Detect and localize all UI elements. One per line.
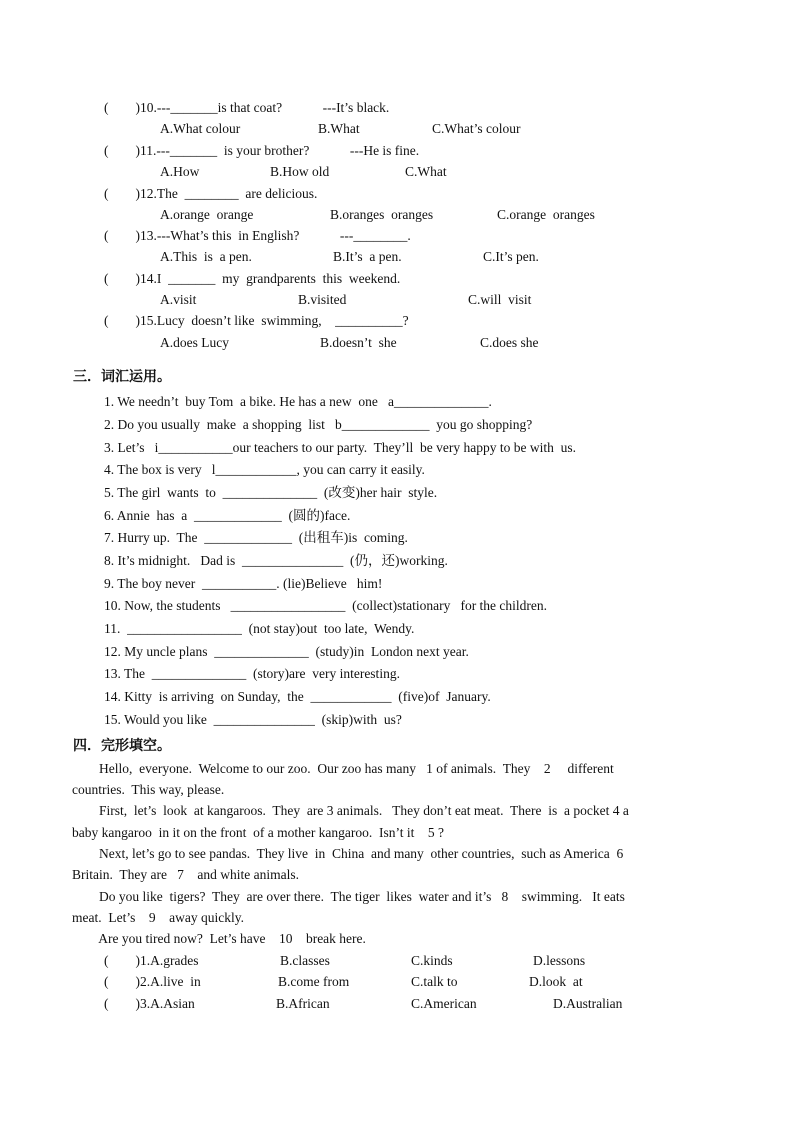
option-d: D.Australian bbox=[553, 996, 623, 1011]
passage-line: Do you like tigers? They are over there. The tiger likes water and it’s 8 swimming. It eats bbox=[72, 889, 625, 904]
cloze-question-2: ( )2.A.live in bbox=[104, 974, 201, 989]
vocab-item-11: 11. _________________ (not stay)out too late, Wendy. bbox=[104, 621, 415, 636]
vocab-item-9: 9. The boy never ___________. (lie)Believe him! bbox=[104, 576, 383, 591]
option-b: B.How old bbox=[270, 164, 330, 179]
question-14: ( )14.I _______ my grandparents this weekend. bbox=[104, 271, 401, 286]
option-c: C.kinds bbox=[411, 953, 453, 968]
option-c: C.It’s pen. bbox=[483, 249, 539, 264]
section-3-heading: 三．词汇运用。 bbox=[73, 369, 171, 385]
section-4-heading: 四．完形填空。 bbox=[73, 738, 171, 754]
option-a: A.visit bbox=[160, 292, 197, 307]
option-c: C.orange oranges bbox=[497, 207, 595, 222]
option-b: B.doesn’t she bbox=[320, 335, 397, 350]
vocab-item-10: 10. Now, the students _________________ (collect)stationary for the children. bbox=[104, 598, 548, 613]
option-a: A.orange orange bbox=[160, 207, 254, 222]
vocab-item-14: 14. Kitty is arriving on Sunday, the ____________ (five)of January. bbox=[104, 689, 491, 704]
option-b: B.It’s a pen. bbox=[333, 249, 402, 264]
option-b: B.come from bbox=[278, 974, 350, 989]
question-15: ( )15.Lucy doesn’t like swimming, __________? bbox=[104, 313, 409, 328]
passage-line: Hello, everyone. Welcome to our zoo. Our zoo has many 1 of animals. They 2 different bbox=[72, 761, 614, 776]
vocab-item-5: 5. The girl wants to ______________ (改变)her hair style. bbox=[104, 485, 438, 500]
passage-line: Next, let’s go to see pandas. They live in China and many other countries, such as America 6 bbox=[72, 846, 624, 861]
vocab-item-8: 8. It’s midnight. Dad is _______________ (仍，还)working. bbox=[104, 553, 448, 568]
vocab-item-3: 3. Let’s i___________our teachers to our party. They’ll be very happy to be with us. bbox=[104, 440, 577, 455]
vocab-item-7: 7. Hurry up. The _____________ (出租车)is coming. bbox=[104, 530, 408, 545]
vocab-item-1: 1. We needn’t buy Tom a bike. He has a new one a______________. bbox=[104, 394, 492, 409]
question-13: ( )13.---What’s this in English? ---________. bbox=[104, 228, 411, 243]
option-a: A.does Lucy bbox=[160, 335, 229, 350]
question-11: ( )11.---_______ is your brother? ---He is fine. bbox=[104, 143, 420, 158]
cloze-question-3: ( )3.A.Asian bbox=[104, 996, 195, 1011]
option-a: A.What colour bbox=[160, 121, 241, 136]
vocab-item-13: 13. The ______________ (story)are very interesting. bbox=[104, 666, 400, 681]
option-b: B.African bbox=[276, 996, 330, 1011]
question-10: ( )10.---_______is that coat? ---It’s black. bbox=[104, 100, 390, 115]
option-a: A.This is a pen. bbox=[160, 249, 252, 264]
option-c: C.will visit bbox=[468, 292, 532, 307]
cloze-question-1: ( )1.A.grades bbox=[104, 953, 199, 968]
vocab-item-12: 12. My uncle plans ______________ (study)in London next year. bbox=[104, 644, 469, 659]
vocab-item-4: 4. The box is very l____________, you can carry it easily. bbox=[104, 462, 425, 477]
option-d: D.lessons bbox=[533, 953, 586, 968]
passage-line: First, let’s look at kangaroos. They are 3 animals. They don’t eat meat. There is a pocket 4 a bbox=[72, 803, 629, 818]
option-c: C.What bbox=[405, 164, 447, 179]
vocab-item-2: 2. Do you usually make a shopping list b_____________ you go shopping? bbox=[104, 417, 533, 432]
vocab-item-15: 15. Would you like _______________ (skip)with us? bbox=[104, 712, 402, 727]
option-a: A.How bbox=[160, 164, 200, 179]
option-c: C.American bbox=[411, 996, 477, 1011]
question-12: ( )12.The ________ are delicious. bbox=[104, 186, 318, 201]
passage-line: Britain. They are 7 and white animals. bbox=[72, 867, 299, 882]
option-b: B.What bbox=[318, 121, 360, 136]
option-b: B.classes bbox=[280, 953, 330, 968]
option-c: C.talk to bbox=[411, 974, 458, 989]
passage-line: baby kangaroo in it on the front of a mother kangaroo. Isn’t it 5 ? bbox=[72, 825, 445, 840]
passage-line: Are you tired now? Let’s have 10 break here. bbox=[72, 931, 366, 946]
option-d: D.look at bbox=[529, 974, 583, 989]
option-b: B.visited bbox=[298, 292, 347, 307]
option-c: C.does she bbox=[480, 335, 539, 350]
passage-line: meat. Let’s 9 away quickly. bbox=[72, 910, 244, 925]
option-c: C.What’s colour bbox=[432, 121, 521, 136]
option-b: B.oranges oranges bbox=[330, 207, 434, 222]
vocab-item-6: 6. Annie has a _____________ (圆的)face. bbox=[104, 508, 351, 523]
passage-line: countries. This way, please. bbox=[72, 782, 225, 797]
